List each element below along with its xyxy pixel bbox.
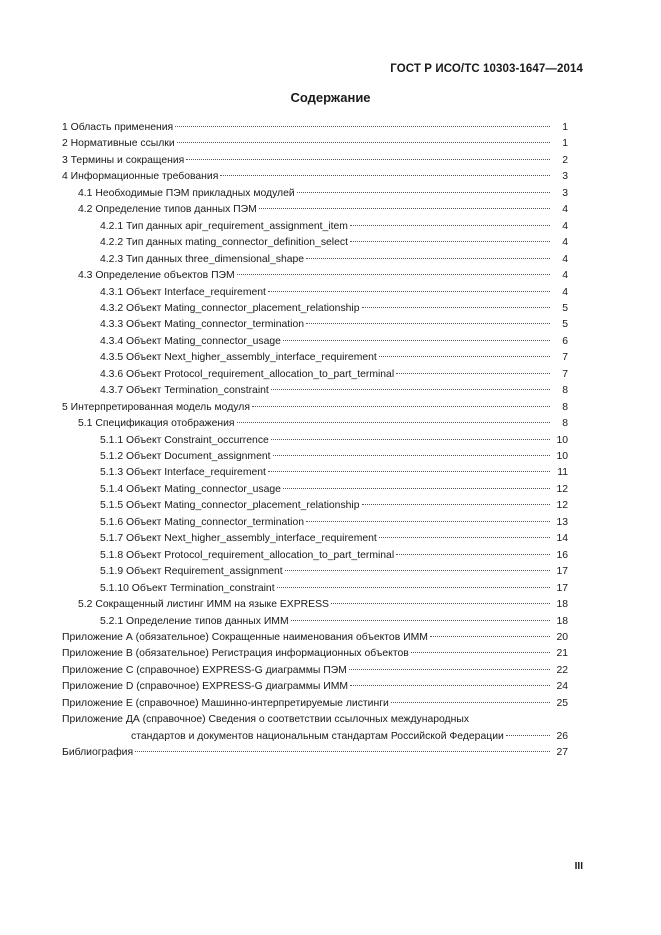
toc-entry-label: 4.3.7 Объект Termination_constraint xyxy=(100,385,269,397)
dot-leader xyxy=(283,488,550,489)
toc-entry-label: 5.1.5 Объект Mating_connector_placement_relationship xyxy=(100,500,360,512)
dot-leader xyxy=(411,652,550,653)
dot-leader xyxy=(252,406,550,407)
toc-entry-label: 5.1 Спецификация отображения xyxy=(78,418,235,430)
dot-leader xyxy=(396,373,550,374)
dot-leader xyxy=(350,241,550,242)
dot-leader xyxy=(350,225,550,226)
toc-entry-page: 5 xyxy=(562,302,568,314)
toc-entry xyxy=(100,367,568,382)
toc-entry xyxy=(100,515,568,530)
toc-entry-label: 3 Термины и сокращения xyxy=(62,154,185,166)
toc-entry-label: 5.1.4 Объект Mating_connector_usage xyxy=(100,483,281,495)
toc-entry-page: 22 xyxy=(556,664,568,676)
toc-entry-label: 5.2.1 Определение типов данных ИММ xyxy=(100,615,289,627)
toc-entry-page: 3 xyxy=(562,187,568,199)
toc-entry-label: 4.1 Необходимые ПЭМ прикладных модулей xyxy=(78,187,295,199)
toc-entry-label: 4.2.3 Тип данных three_dimensional_shape xyxy=(100,253,305,265)
toc-entry-label: 5 Интерпретированная модель модуля xyxy=(62,401,250,413)
toc-entry-label: 4.3.6 Объект Protocol_requirement_allocation_to_part_terminal xyxy=(100,368,395,380)
toc-entry-label: 4.2.2 Тип данных mating_connector_definition_select xyxy=(100,237,348,249)
toc-entry-label: 4.3.5 Объект Next_higher_assembly_interface_requirement xyxy=(100,352,377,364)
dot-leader xyxy=(362,504,550,505)
toc-entry-page: 17 xyxy=(556,582,568,594)
toc-entry xyxy=(62,120,568,135)
toc-entry-page: 7 xyxy=(562,352,568,364)
toc-entry xyxy=(100,433,568,448)
dot-leader xyxy=(283,340,550,341)
toc-entry-label: 4.2.1 Тип данных apir_requirement_assignment_item xyxy=(100,220,348,232)
toc-entry xyxy=(100,531,568,546)
toc-entry xyxy=(78,186,568,201)
dot-leader xyxy=(297,192,550,193)
toc-entry-label: 4.3.2 Объект Mating_connector_placement_relationship xyxy=(100,302,360,314)
toc-entry-page: 3 xyxy=(562,171,568,183)
dot-leader xyxy=(175,126,550,127)
toc-entry xyxy=(78,597,568,612)
toc-entry-page: 21 xyxy=(556,648,568,660)
dot-leader xyxy=(379,537,550,538)
toc-entry-label: 4.3.4 Объект Mating_connector_usage xyxy=(100,335,281,347)
document-code: ГОСТ Р ИСО/ТС 10303-1647—2014 xyxy=(390,63,583,75)
toc-entry-page: 20 xyxy=(556,631,568,643)
toc-entry xyxy=(78,202,568,217)
toc-entry-page: 10 xyxy=(556,434,568,446)
dot-leader xyxy=(379,356,550,357)
toc-entry-label: Приложение ДА (справочное) Сведения о соответствии ссылочных международных xyxy=(62,714,470,726)
toc-entry-page: 27 xyxy=(556,747,568,759)
toc-entry xyxy=(62,696,568,711)
toc-entry-page: 18 xyxy=(556,615,568,627)
toc-entry-label: стандартов и документов национальным стандартам Российской Федерации xyxy=(131,730,504,742)
dot-leader xyxy=(237,274,550,275)
dot-leader xyxy=(220,175,550,176)
toc-entry xyxy=(62,153,568,168)
toc-entry xyxy=(62,400,568,415)
toc-entry-label: Библиография xyxy=(62,747,134,759)
toc-entry xyxy=(62,745,568,760)
toc-entry-page: 5 xyxy=(562,319,568,331)
toc-entry-page: 4 xyxy=(562,286,568,298)
toc-entry xyxy=(62,663,568,678)
toc-entry-label: 5.1.1 Объект Constraint_occurrence xyxy=(100,434,269,446)
page-number: III xyxy=(574,861,583,872)
toc-entry-page: 17 xyxy=(556,566,568,578)
dot-leader xyxy=(331,603,550,604)
toc-entry xyxy=(78,416,568,431)
dot-leader xyxy=(273,455,550,456)
toc-entry-label: 4 Информационные требования xyxy=(62,171,219,183)
toc-entry-label: 4.3.1 Объект Interface_requirement xyxy=(100,286,266,298)
dot-leader xyxy=(396,554,550,555)
dot-leader xyxy=(271,439,550,440)
toc-entry-page: 16 xyxy=(556,549,568,561)
dot-leader xyxy=(349,669,550,670)
toc-entry-page: 25 xyxy=(556,697,568,709)
toc-entry xyxy=(62,712,568,727)
toc-entry-label: 5.1.3 Объект Interface_requirement xyxy=(100,467,266,479)
toc-entry-page: 4 xyxy=(562,253,568,265)
dot-leader xyxy=(506,735,550,736)
toc-entry-label: 2 Нормативные ссылки xyxy=(62,138,175,150)
toc-entry xyxy=(100,498,568,513)
toc-entry-label: 4.3 Определение объектов ПЭМ xyxy=(78,270,235,282)
toc-entry-label: 5.2 Сокращенный листинг ИММ на языке EXPRESS xyxy=(78,599,329,611)
toc-entry-page: 4 xyxy=(562,220,568,232)
toc-entry xyxy=(100,581,568,596)
dot-leader xyxy=(291,620,550,621)
toc-entry xyxy=(100,235,568,250)
toc-entry-label: 5.1.2 Объект Document_assignment xyxy=(100,451,271,462)
toc-entry-label: Приложение С (справочное) EXPRESS-G диаграммы ПЭМ xyxy=(62,664,347,676)
dot-leader xyxy=(362,307,550,308)
dot-leader xyxy=(350,685,550,686)
toc-entry xyxy=(100,614,568,629)
toc-entry-page: 8 xyxy=(562,385,568,397)
toc-entry-label: Приложение А (обязательное) Сокращенные наименования объектов ИММ xyxy=(62,631,428,643)
toc-entry xyxy=(100,334,568,349)
dot-leader xyxy=(430,636,550,637)
page-title: Содержание xyxy=(290,90,371,105)
toc-entry-label: 5.1.6 Объект Mating_connector_termination xyxy=(100,516,305,528)
toc-entry-label: Приложение Е (справочное) Машинно-интерпретируемые листинги xyxy=(62,697,389,709)
dot-leader xyxy=(268,291,550,292)
toc-entry xyxy=(100,285,568,300)
toc-entry-continuation xyxy=(131,729,568,744)
toc-entry xyxy=(62,136,568,151)
toc-entry xyxy=(100,317,568,332)
toc-entry xyxy=(100,383,568,398)
toc-entry-label: 4.2 Определение типов данных ПЭМ xyxy=(78,204,257,216)
dot-leader xyxy=(306,258,550,259)
toc-entry-page: 12 xyxy=(556,500,568,512)
dot-leader xyxy=(306,323,550,324)
toc-entry xyxy=(100,449,568,464)
toc-entry xyxy=(78,268,568,283)
toc-entry-page: 12 xyxy=(556,483,568,495)
toc-entry-label: 5.1.8 Объект Protocol_requirement_allocation_to_part_terminal xyxy=(100,549,395,561)
toc-entry xyxy=(100,301,568,316)
toc-entry-label: 5.1.7 Объект Next_higher_assembly_interface_requirement xyxy=(100,533,377,545)
toc-entry xyxy=(100,564,568,579)
toc-entry-page: 7 xyxy=(562,368,568,380)
toc-entry-page: 26 xyxy=(556,730,568,742)
toc-entry-page: 1 xyxy=(562,122,568,133)
toc-entry xyxy=(62,169,568,184)
toc-entry-page: 13 xyxy=(556,516,568,528)
toc-entry-page: 8 xyxy=(562,418,568,430)
dot-leader xyxy=(135,751,550,752)
dot-leader xyxy=(177,142,550,143)
dot-leader xyxy=(391,702,550,703)
toc-entry-page: 1 xyxy=(562,138,568,150)
dot-leader xyxy=(277,587,550,588)
toc-entry-page: 4 xyxy=(562,270,568,282)
toc-entry-label: 5.1.10 Объект Termination_constraint xyxy=(100,582,275,594)
toc-entry xyxy=(100,350,568,365)
dot-leader xyxy=(268,471,550,472)
toc-entry xyxy=(62,630,568,645)
dot-leader xyxy=(271,389,550,390)
dot-leader xyxy=(306,521,550,522)
toc-entry-page: 10 xyxy=(556,451,568,462)
toc-entry-page: 2 xyxy=(562,154,568,166)
toc-entry-page: 8 xyxy=(562,401,568,413)
toc-entry-page: 14 xyxy=(556,533,568,545)
toc-entry-page: 18 xyxy=(556,599,568,611)
toc-entry xyxy=(100,465,568,480)
toc-entry xyxy=(62,646,568,661)
toc-entry-page: 4 xyxy=(562,237,568,249)
dot-leader xyxy=(285,570,550,571)
toc-entry xyxy=(62,679,568,694)
toc-entry xyxy=(100,219,568,234)
toc-entry-label: 1 Область применения xyxy=(62,122,174,133)
toc-entry-page: 6 xyxy=(562,335,568,347)
toc-entry-page: 11 xyxy=(557,467,568,479)
toc-entry xyxy=(100,548,568,563)
toc-entry-label: Приложение D (справочное) EXPRESS-G диаграммы ИММ xyxy=(62,681,349,693)
dot-leader xyxy=(186,159,550,160)
toc-entry-label: 4.3.3 Объект Mating_connector_termination xyxy=(100,319,305,331)
toc-entry-page: 4 xyxy=(562,204,568,216)
dot-leader xyxy=(237,422,550,423)
toc-entry-label: 5.1.9 Объект Requirement_assignment xyxy=(100,566,283,578)
dot-leader xyxy=(259,208,550,209)
toc-entry xyxy=(100,482,568,497)
toc-entry-page: 24 xyxy=(556,681,568,693)
toc-entry-label: Приложение В (обязательное) Регистрация информационных объектов xyxy=(62,648,409,660)
toc-entry xyxy=(100,252,568,267)
